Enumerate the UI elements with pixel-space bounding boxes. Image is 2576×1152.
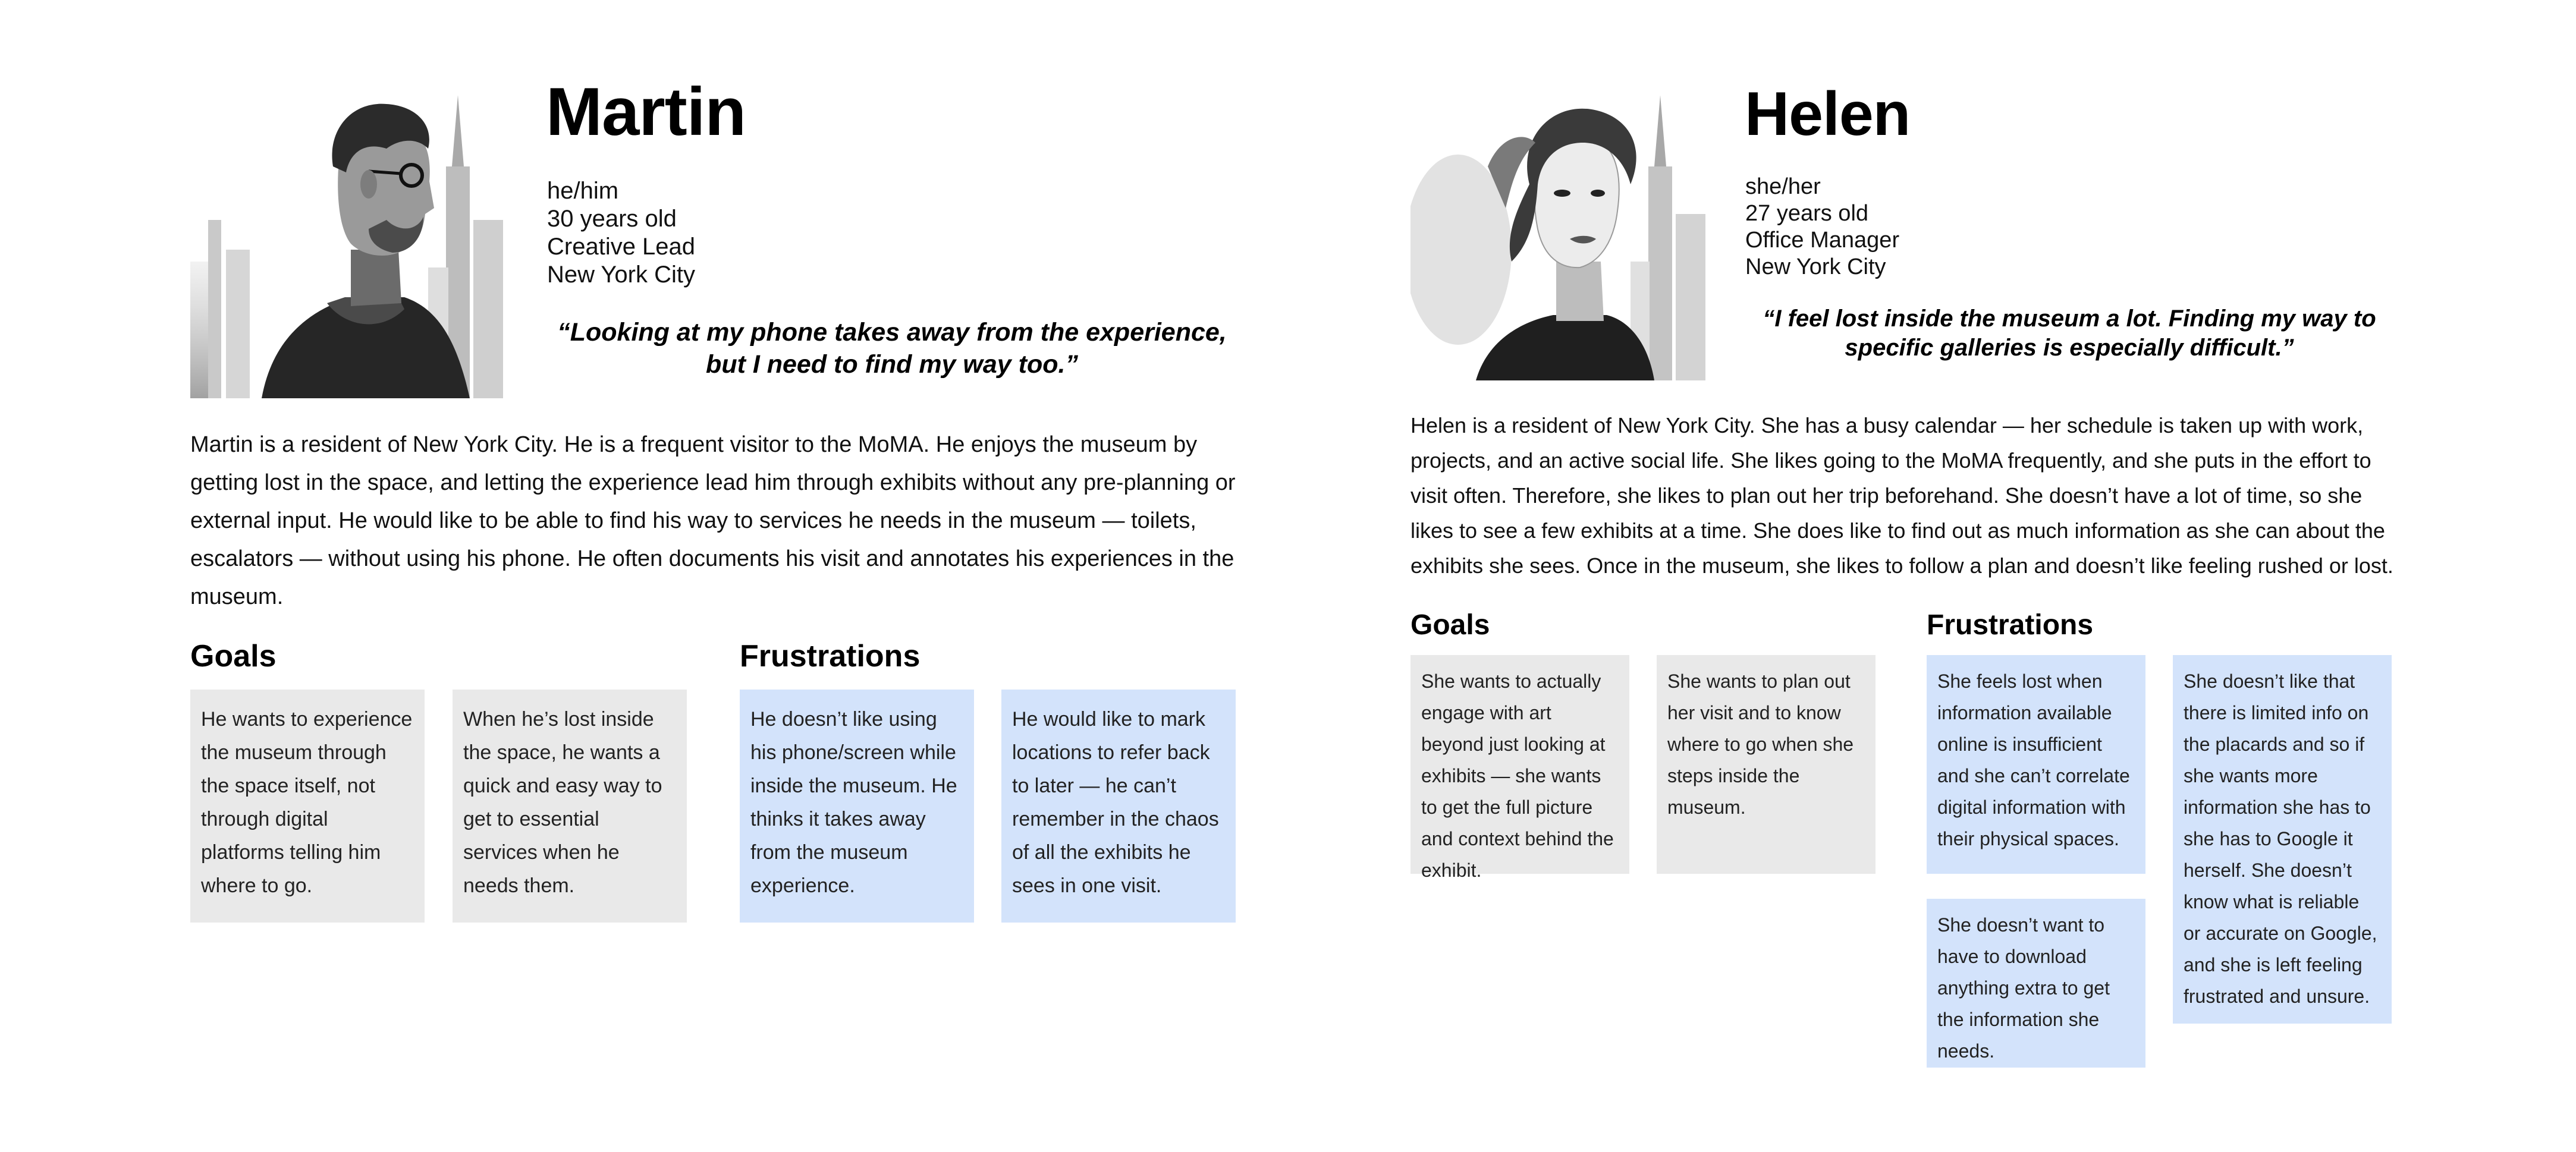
- martin-age: 30 years old: [547, 206, 677, 232]
- helen-job: Office Manager: [1745, 228, 1900, 253]
- martin-goal-card: He wants to experience the museum through the space itself, not through digital platforms telling him where to go.: [190, 690, 425, 923]
- helen-frustration-card: She doesn’t like that there is limited info on the placards and so if she wants more information she has to she has to Google it herself. She doesn’t know what is reliable or accurate on Google, and she is left feeling frustrated and unsure.: [2173, 655, 2392, 1024]
- helen-frustrations-heading: Frustrations: [1927, 609, 2094, 641]
- martin-details: [547, 177, 695, 289]
- helen-quote: [1742, 304, 2396, 363]
- helen-location: New York City: [1745, 254, 1886, 279]
- helen-details: [1745, 174, 1899, 281]
- martin-pronouns: he/him: [547, 178, 619, 204]
- helen-frustration-card: She feels lost when information available online is insufficient and she can’t correlate digital information with their physical spaces.: [1927, 655, 2145, 874]
- helen-bio: Helen is a resident of New York City. She has a busy calendar — her schedule is taken up with work, projects, and an active social life. She likes going to the MoMA frequently, and she puts in the effort to visit often. Therefore, she likes to plan out her trip beforehand. She doesn’t have a lot of time, so she likes to see a few exhibits at a time. She does like to find out as much information as she can about the exhibits she sees. Once in the museum, she likes to follow a plan and doesn’t like feeling rushed or lost.: [1410, 413, 2393, 578]
- martin-location: New York City: [547, 262, 695, 288]
- helen-goals-heading: Goals: [1410, 609, 1490, 641]
- martin-job: Creative Lead: [547, 234, 696, 260]
- martin-goals-heading: Goals: [190, 639, 277, 673]
- helen-goal-card: She wants to plan out her visit and to know where to go when she steps inside the museum.: [1657, 655, 1876, 874]
- helen-portrait: [1410, 83, 1720, 380]
- martin-bio: Martin is a resident of New York City. He is a frequent visitor to the MoMA. He enjoys the museum by getting lost in the space, and letting the experience lead him through exhibits without any pre-planning or external input. He would like to be able to find his way to services he needs in the museum — toilets, escalators — without using his phone. He often documents his visit and annotates his experiences in the museum.: [190, 432, 1236, 609]
- helen-frustration-card: She doesn’t want to have to download anything extra to get the information she needs.: [1927, 899, 2145, 1068]
- helen-quote-line-1: “I feel lost inside the museum a lot. Finding my way to: [1763, 306, 2376, 332]
- helen-age: 27 years old: [1745, 201, 1869, 226]
- helen-name: Helen: [1745, 80, 1911, 149]
- martin-frustration-card: He would like to mark locations to refer back to later — he can’t remember in the chaos of all the exhibits he sees in one visit.: [1001, 690, 1236, 923]
- martin-name: Martin: [546, 74, 746, 150]
- martin-goal-card: When he’s lost inside the space, he wants a quick and easy way to get to essential services when he needs them.: [453, 690, 687, 923]
- martin-portrait: [190, 71, 515, 398]
- martin-frustration-card: He doesn’t like using his phone/screen while inside the museum. He thinks it takes away from the museum experience.: [740, 690, 974, 923]
- martin-quote-line-1: “Looking at my phone takes away from the experience,: [557, 318, 1227, 347]
- woman-portrait-illustration: [1410, 83, 1720, 380]
- martin-quote-line-2: but I need to find my way too.”: [706, 350, 1078, 379]
- helen-goal-card: She wants to actually engage with art beyond just looking at exhibits — she wants to get the full picture and context behind the exhibit.: [1410, 655, 1629, 874]
- martin-frustrations-heading: Frustrations: [740, 639, 921, 673]
- martin-quote: [535, 316, 1249, 380]
- helen-pronouns: she/her: [1745, 174, 1821, 199]
- helen-quote-line-2: specific galleries is especially difficult.”: [1845, 335, 2294, 361]
- man-profile-illustration: [190, 71, 515, 398]
